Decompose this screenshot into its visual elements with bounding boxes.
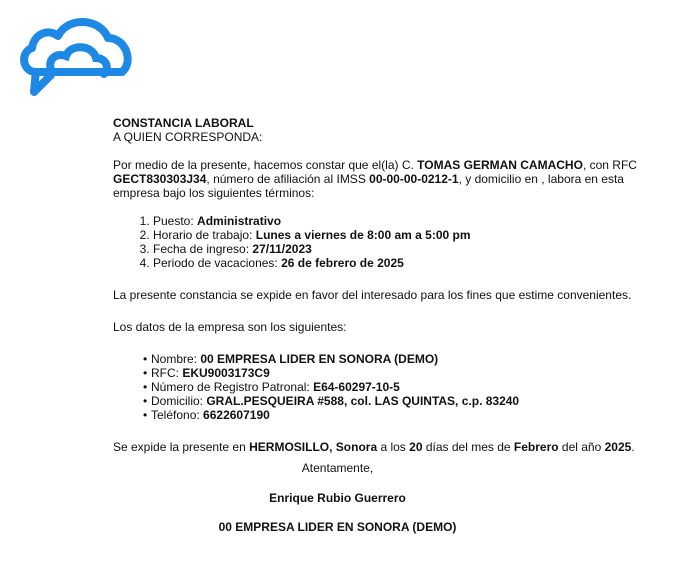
company-details-list [113,352,653,422]
company-detail: • Domicilio: GRAL.PESQUEIRA #588, col. LAS QUINTAS, c.p. 83240 [145,394,653,408]
term-item: 1. Puesto: Administrativo [153,214,653,228]
employee-imss: 00-00-00-0212-1 [369,172,459,186]
company-detail: • Teléfono: 6622607190 [145,408,653,422]
intro-paragraph: Por medio de la presente, hacemos constar que el(la) C. TOMAS GERMAN CAMACHO, con RFC GECT830303J34, número de afiliación al IMSS 00-00-00-0212-1, y domicilio en , labora en esta empresa bajo los siguientes términos: [113,158,637,200]
chat-cloud-icon [12,12,138,102]
employee-name: TOMAS GERMAN CAMACHO [417,158,583,172]
issued-paragraph: Se expide la presente en HERMOSILLO, Sonora a los 20 días del mes de Febrero del año 2025. [113,440,635,454]
company-detail: • Nombre: 00 EMPRESA LIDER EN SONORA (DEMO) [145,352,653,366]
purpose-paragraph: La presente constancia se expide en favor del interesado para los fines que estime convenientes. [113,288,632,302]
signer-name: Enrique Rubio Guerrero [269,491,406,505]
term-item: 2. Horario de trabajo: Lunes a viernes de 8:00 am a 5:00 pm [153,228,653,242]
company-detail: • Número de Registro Patronal: E64-60297-10-5 [145,380,653,394]
salutation: A QUIEN CORRESPONDA: [113,130,263,144]
letter-body [113,116,653,454]
term-item: 4. Periodo de vacaciones: 26 de febrero de 2025 [153,256,653,270]
document-title: CONSTANCIA LABORAL [113,116,254,130]
employee-rfc: GECT830303J34 [113,172,207,186]
signer-company: 00 EMPRESA LIDER EN SONORA (DEMO) [218,520,457,534]
terms-list [113,214,653,270]
company-intro: Los datos de la empresa son los siguientes: [113,320,347,334]
closing-text: Atentamente, [301,461,374,475]
company-detail: • RFC: EKU9003173C9 [145,366,653,380]
term-item: 3. Fecha de ingreso: 27/11/2023 [153,242,653,256]
